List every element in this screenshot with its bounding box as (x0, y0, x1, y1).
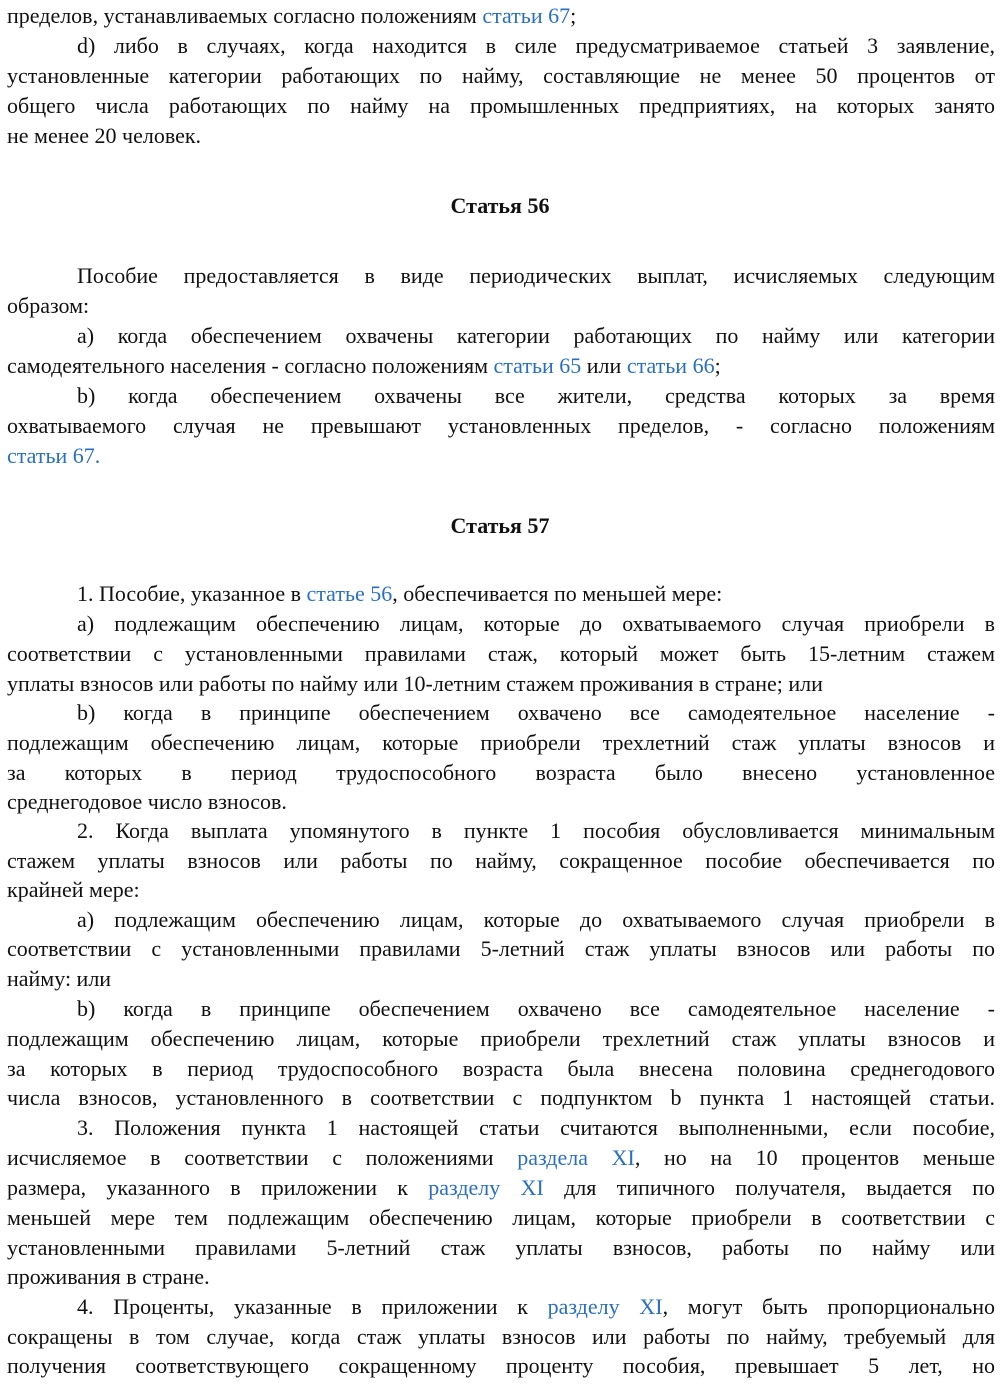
text-line: d) либо в случаях, когда находится в силе предусматриваемое статьей 3 заявление, (77, 33, 995, 58)
text-line: уплаты взносов или работы по найму или 10-летним стажем проживания в стране; или (7, 671, 823, 696)
link-period[interactable]: . (94, 443, 101, 468)
text-line: найму: или (7, 966, 112, 991)
article-link[interactable]: статьи 65 (493, 353, 582, 378)
text-line: охватываемого случая не превышают установленных пределов, - согласно положениям (7, 413, 995, 438)
text-line: а) подлежащим обеспечению лицам, которые до охватываемого случая приобрели в (77, 611, 995, 636)
text-line: получения соответствующего сокращенному проценту пособия, превышает 5 лет, но (7, 1353, 995, 1378)
section-link[interactable]: раздела XI (517, 1145, 635, 1170)
text-line: Пособие предоставляется в виде периодических выплат, исчисляемых следующим (77, 263, 995, 288)
text-line: b) когда в принципе обеспечением охвачено все самодеятельное население - (77, 700, 995, 725)
text-line: образом: (7, 293, 90, 318)
article-link[interactable]: статьи 66 (626, 353, 715, 378)
text-line: а) когда обеспечением охвачены категории работающих по найму или категории (77, 323, 995, 348)
text-line: b) когда в принципе обеспечением охвачено все самодеятельное население - (77, 996, 995, 1021)
text-line: крайней мере: (7, 877, 140, 902)
text-line: b) когда обеспечением охвачены все жители, средства которых за время (77, 383, 995, 408)
text-line: соответствии с установленными правилами стаж, который может быть 15-летним стажем (7, 641, 995, 666)
text-line: проживания в стране. (7, 1264, 210, 1289)
text-line: не менее 20 человек. (7, 123, 202, 148)
text-line: 4. Проценты, указанные в приложении к разделу XI, могут быть пропорционально (77, 1294, 996, 1319)
text-line: подлежащим обеспечению лицам, которые приобрели трехлетний стаж уплаты взносов и (7, 730, 995, 755)
text-line: подлежащим обеспечению лицам, которые приобрели трехлетний стаж уплаты взносов и (7, 1026, 995, 1051)
text-line: соответствии с установленными правилами 5-летний стаж уплаты взносов или работы по (7, 936, 995, 961)
text-line: за которых в период трудоспособного возраста было внесено установленное (7, 760, 995, 785)
article-link[interactable]: статьи 67 (7, 443, 95, 468)
text-line: меньшей мере тем подлежащим обеспечению лицам, которые приобрели в соответствии с (7, 1205, 995, 1230)
text-line: 3. Положения пункта 1 настоящей статьи считаются выполненными, если пособие, (77, 1115, 995, 1140)
text-line: размера, указанного в приложении к разделу XI для типичного получателя, выдается по (7, 1175, 995, 1200)
article-link[interactable]: статьи 67 (482, 3, 571, 28)
text-line: исчисляемое в соответствии с положениями раздела XI, но на 10 процентов меньше (7, 1145, 995, 1170)
article-heading: Статья 56 (450, 193, 550, 218)
text-line: самодеятельного населения - согласно положениям статьи 65 или статьи 66; (7, 353, 721, 378)
text-line: за которых в период трудоспособного возраста была внесена половина среднегодового (7, 1056, 995, 1081)
text-line: установленные категории работающих по найму, составляющие не менее 50 процентов от (7, 63, 995, 88)
article-link[interactable]: статье 56 (306, 581, 393, 606)
text-line (7, 441, 995, 471)
section-link[interactable]: разделу XI (547, 1294, 663, 1319)
article-heading: Статья 57 (450, 513, 550, 538)
text-line: 2. Когда выплата упомянутого в пункте 1 пособия обусловливается минимальным (77, 818, 995, 843)
text-line: среднегодовое число взносов. (7, 789, 287, 814)
text-line: установленными правилами 5-летний стаж уплаты взносов, работы по найму или (7, 1235, 995, 1260)
text-line: а) подлежащим обеспечению лицам, которые до охватываемого случая приобрели в (77, 907, 995, 932)
text-line: 1. Пособие, указанное в статье 56, обеспечивается по меньшей мере: (77, 581, 723, 606)
section-link[interactable]: разделу XI (428, 1175, 544, 1200)
text-line: числа взносов, установленного в соответствии с подпунктом b пункта 1 настоящей статьи. (7, 1085, 995, 1110)
text-line: стажем уплаты взносов или работы по найму, сокращенное пособие обеспечивается по (7, 848, 995, 873)
text-line: сокращены в том случае, когда стаж уплаты взносов или работы по найму, требуемый для (7, 1324, 995, 1349)
text-line: общего числа работающих по найму на промышленных предприятиях, на которых занято (7, 93, 995, 118)
text-line: пределов, устанавливаемых согласно положениям статьи 67; (7, 3, 577, 28)
